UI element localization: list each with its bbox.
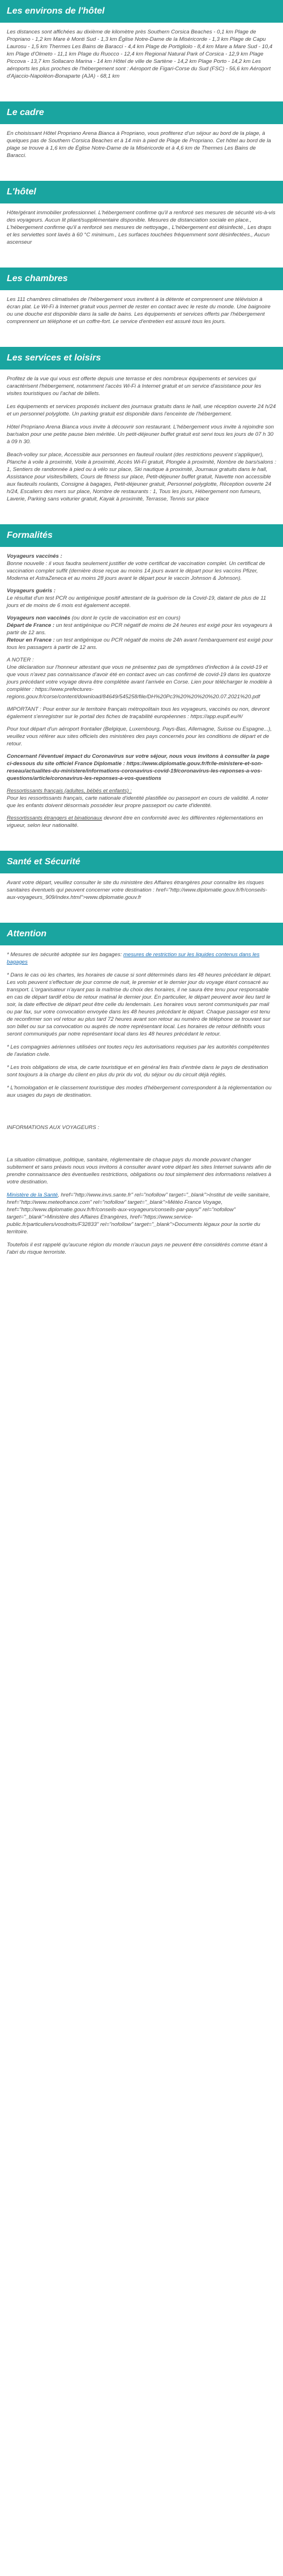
foreign-nationals-heading: Ressortissants étrangers et binationaux	[7, 815, 102, 821]
section-body-cadre	[0, 124, 283, 166]
section-title-chambres: Les chambres	[0, 268, 283, 290]
section-title-formalites: Formalités	[0, 524, 283, 547]
services-paragraph: Profitez de la vue qui vous est offerte depuis une terrasse et des nombreux équipements et services qui caractérisent l'hébergement, notamment l'accès Wi-Fi à Internet gratuit et un service d'assistance pour les visites touristiques ou l'achat de billets.	[7, 376, 261, 397]
return-text: un test antigénique ou PCR négatif de moins de 24h avant l'embarquement est exigé pour tous les passagers à partir de 12 ans.	[7, 637, 273, 651]
sante-text: Avant votre départ, veuillez consulter le site du ministère des Affaires étrangères pour connaître les risques sanitaires éventuels qui peuvent concerner votre destination : href="http://www.diplomatie.gouv.fr/fr/conseils-aux-voyageurs_909/index.html">www.diplomatie.gouv.fr	[7, 880, 267, 901]
section-body-sante	[0, 873, 283, 908]
note-text: Une déclaration sur l'honneur attestant que vous ne présentez pas de symptômes d'infection à la covid-19 et que vous n'avez pas connaissance d'avoir été en contact avec un cas confirmé de covid-19 dans les quatorze jours précédant votre voyage devra être complétée avant l'arrivée en Corse. Lien pour télécharger le modèle à compléter : https://www.prefectures-regions.gouv.fr/corse/content/download/84649/545258/file/DH%20Pc3%20%20%20%20.07.2021%20.pdf	[7, 664, 272, 700]
section-body-hotel	[0, 203, 283, 253]
note-heading: A NOTER :	[7, 657, 34, 663]
baggage-measures-text: * Mesures de sécurité adoptée sur les bagages:	[7, 952, 122, 958]
official-links-text: , href="http://www.invs.sante.fr" rel="nofollow" target="_blank">Institut de veille sanitaire, href="http://www.meteofrance.com" rel="nofollow" target="_blank">Météo France Voyage, href="http://www.diplomatie.gouv.fr/fr/conseils-aux-voyageurs/conseils-par-pays/" rel="nofollow" target="_blank">Ministère des Affaires Etrangères, href="https://www.service-public.fr/particuliers/vosdroits/F32833" rel="nofollow" target="_blank">Documents légaux pour la sortie du territoire.	[7, 1192, 271, 1235]
section-body-formalites	[0, 547, 283, 836]
section-title-hotel: L'hôtel	[0, 181, 283, 203]
environs-text: Les distances sont affichées au dixième de kilomètre près Southern Corsica Beaches - 0,1 km Plage de Propriano - 1,2 km Mare è Monti Sud - 1,3 km Église Notre-Dame de la Miséricorde - 1,3 km Plage de Capu Laurosu - 1,5 km Thermes Les Bains de Baracci - 4,4 km Plage de Portigliolo - 8,4 km Mare a Mare Sud - 10,4 km Plage d'Olmeto - 11,1 km Plage du Ruocco - 12,4 km Regional Natural Park of Corsica - 12,9 km Plage Piccova - 13,7 km Sollacaro Marina - 14 km Hôtel de ville de Sartène - 14,2 km Plage Porto - 14,2 km Les aéroports les plus proches de l'hébergement sont : Aéroport de Figari-Corse du Sud (FSC) - 56,6 km Aéroport d'Ajaccio-Napoléon-Bonaparte (AJA) - 68,1 km	[7, 29, 273, 79]
french-nationals-text: Pour les ressortissants français, carte nationale d'identité plastifiée ou passeport en cours de validité. A noter que les enfants doivent désormais posséder leur propre passeport ou carte d'identité.	[7, 795, 268, 809]
travellers-info-heading: INFORMATIONS AUX VOYAGEURS :	[7, 1124, 100, 1131]
vaccinated-heading: Voyageurs vaccinés :	[7, 553, 62, 559]
section-title-services: Les services et loisirs	[0, 347, 283, 370]
departure-label: Départ de France :	[7, 622, 55, 629]
situation-text: La situation climatique, politique, sanitaire, réglementaire de chaque pays du monde pouvant changer subitement et sans préavis nous vous invitons à consulter avant votre départ les sites Internet suivants afin de prendre connaissance des éventuelles restrictions, obligations ou tout simplement des informations relatives à votre destination.	[7, 1157, 272, 1185]
services-paragraph: Beach-volley sur place, Accessible aux personnes en fauteuil roulant (des restrictions peuvent s'appliquer), Planche à voile à proximité, Voile à proximité, Accès Wi-Fi gratuit, Plongée à proximité, Nombre de bars/salons : 1, Sentiers de randonnée à pied ou à vélo sur place, Ski nautique à proximité, Journaux gratuits dans le hall, Assistance pour visites/billets, Cours de fitness sur place, Petit-déjeuner buffet gratuit, Navette non accessible aux fauteuils roulants, Consigne à bagages, Petit-déjeuner gratuit, Personnel polyglotte, Réception ouverte 24 h/24, Escaliers des mers sur place, Nombre de restaurants : 1, Tous les jours, Hébergement non fumeurs, Laverie, Parking sans voiturier gratuit, Kayak à proximité, Terrasse, Tennis sur place	[7, 452, 276, 502]
important-text: IMPORTANT : Pour entrer sur le territoire français métropolitain tous les voyageurs, vaccinés ou non, devront également s'enregistrer sur le portail des fiches de traçabilité européennes : https://app.euplf.eu/#/	[7, 706, 270, 720]
liquids-restriction-link[interactable]: mesures de restriction sur les liquides contenus dans les bagages	[7, 952, 260, 965]
classification-text: * L'homologation et le classement touristique des modes d'hébergement correspondent à la réglementation ou aux usages du pays de destination.	[7, 1085, 272, 1098]
airlines-text: * Les compagnies aériennes utilisées ont toutes reçu les autorisations requises par les autorités compétentes de l'aviation civile.	[7, 1044, 269, 1058]
services-paragraph: Les équipements et services proposés incluent des journaux gratuits dans le hall, une réception ouverte 24 h/24 et un personnel polyglotte. Un parking gratuit est disponible dans l'enceinte de l'hébergement.	[7, 404, 276, 417]
recovered-text: Le résultat d'un test PCR ou antigénique positif attestant de la guérison de la Covid-19, datant de plus de 11 jours et de moins de 6 mois est également accepté.	[7, 595, 267, 609]
return-label: Retour en France :	[7, 637, 55, 643]
chambres-text: Les 111 chambres climatisées de l'hébergement vous invitent à la détente et comprennent une télévision à écran plat. Le Wi-Fi à Internet gratuit vous permet de rester en contact avec le reste du monde. Une baignoire ou une douche est disponible dans la salle de bains. Les équipements et services offerts par l'hébergement comprennent un téléphone et un coffre-fort. Le service d'entretien est assuré tous les jours.	[7, 296, 271, 325]
recovered-heading: Voyageurs guéris :	[7, 588, 56, 594]
section-title-attention: Attention	[0, 923, 283, 945]
services-paragraph: Hôtel Propriano Arena Bianca vous invite à découvrir son restaurant. L'hébergement vous invite à rejoindre son bar/salon pour une petite pause bien méritée. Un petit-déjeuner buffet gratuit est servi tous les jours de 07 h 30 à 09 h 30.	[7, 424, 274, 445]
visa-text: * Les trois obligations de visa, de carte touristique et en général les frais d'entrée dans le pays de destination sont toujours à la charge du client en plus du prix du vol, du séjour ou du circuit déjà réglés.	[7, 1064, 268, 1078]
ministry-health-link[interactable]: Ministère de la Santé	[7, 1192, 58, 1198]
unvaccinated-heading: Voyageurs non vaccinés	[7, 615, 71, 621]
section-title-sante: Santé et Sécurité	[0, 851, 283, 873]
border-airport-text: Pour tout départ d'un aéroport frontalier (Belgique, Luxembourg, Pays-Bas, Allemagne, Suisse ou Espagne...), veuillez vous référer aux sites officiels des ministères des pays concernés pour les conditions de départ et de retour.	[7, 726, 272, 747]
diplomatie-text: Concernant l'éventuel impact du Coronavirus sur votre séjour, nous vous invitons à consulter la page ci-dessous du site officiel France Diplomatie : https://www.diplomatie.gouv.fr/fr/le-ministere-et-son-reseau/actualites-du-ministere/informations-coronavirus-covid-19/coronavirus-les-reponses-a-vos-questions/article/coronavirus-les-reponses-a-vos-questions	[7, 753, 269, 782]
section-body-services	[0, 370, 283, 510]
vaccinated-text: Bonne nouvelle : il vous faudra seulement justifier de votre certificat de vaccination complet. Un certificat de vaccination complet suffit (dernière dose reçue au moins 14 jours avant le départ pour les vaccins Pfizer, Moderna et AstraZeneca et au moins 28 jours avant le départ pour le vaccin Johnson & Johnson).	[7, 561, 265, 582]
unvaccinated-suffix: (ou dont le cycle de vaccination est en cours)	[71, 615, 181, 621]
hotel-text: Hôte/gérant immobilier professionnel. L'hébergement confirme qu'il a renforcé ses mesures de sécurité vis-à-vis des voyageurs. Aucun lit pliant/supplémentaire disponible. Mesures de distanciation sociale en place., L'hébergement confirme qu'il a renforcé ses mesures de nettoyage., L'hébergement est désinfecté., Les draps et les serviettes sont lavés à 60 °C minimum., Les surfaces touchées fréquemment sont désinfectées., Aucun ascenseur	[7, 210, 276, 245]
section-body-attention	[0, 945, 283, 1263]
section-body-environs	[0, 23, 283, 87]
section-title-cadre: Le cadre	[0, 101, 283, 124]
section-title-environs: Les environs de l'hôtel	[0, 0, 283, 23]
page	[0, 0, 283, 1263]
departure-text: un test antigénique ou PCR négatif de moins de 24 heures est exigé pour les voyageurs à partir de 12 ans.	[7, 622, 272, 636]
section-body-chambres	[0, 290, 283, 332]
schedules-text: * Dans le cas où les chartes, les horaires de cause si sont déterminés dans les 48 heures précédant le départ. Les vols peuvent s'effectuer de jour comme de nuit, le premier et le dernier jour du voyage étant consacré au transport. L'organisateur n'ayant pas la maîtrise du choix des horaires, il ne saura être tenu pour responsable en cas de départ tardif et/ou de retour matinal le dernier jour. En particulier, le départ peuvent avoir lieu tard le soir, la date effective de départ peut être celle du lendemain. Les horaires vous seront communiqués par mail ou par fax, sur votre convocation envoyée dans les 48 heures précédant le départ. Chaque passager est tenu de reconfirmer son vol retour au plus tard 72 heures avant son retour au numéro de téléphone se trouvant sur son billet ou sur sa convocation ou auprès de notre représentant local. Les horaires de retour définitifs vous seront communiqués par notre représentant local dans les 48 heures précédant le retour.	[7, 972, 272, 1037]
french-nationals-heading: Ressortissants français (adultes, bébés et enfants) :	[7, 788, 132, 794]
cadre-text: En choisissant Hôtel Propriano Arena Bianca à Propriano, vous profiterez d'un séjour au bord de la plage, à quelques pas de Southern Corsica Beaches et à 14 min à pied de Plage de Propriano. Cet hôtel au bord de la plage se trouve à 1,6 km de Église Notre-Dame de la Miséricorde et à 4,6 km de Thermes Les Bains de Baracci.	[7, 130, 271, 159]
terrorism-text: Toutefois il est rappelé qu'aucune région du monde n'aucun pays ne peuvent être considérés comme étant à l'abri du risque terroriste.	[7, 1242, 268, 1255]
foreign-nationals-text: devront être en conformité avec les différentes réglementations en vigueur, selon leur nationalité.	[7, 815, 263, 829]
